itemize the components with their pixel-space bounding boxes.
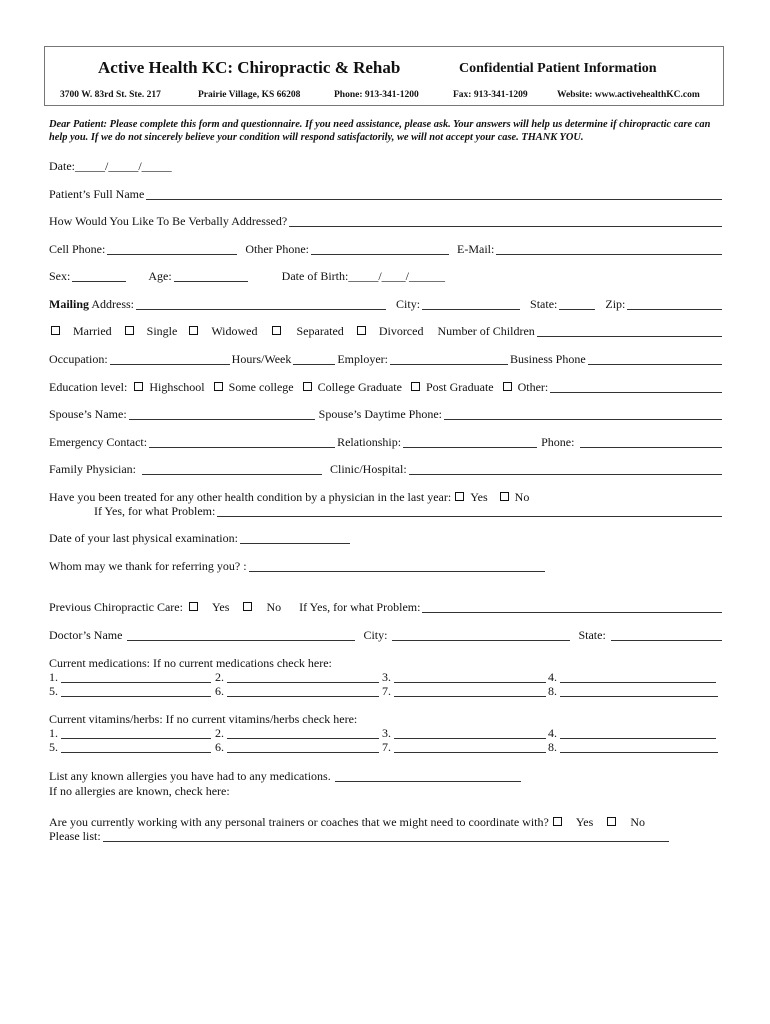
med-num-5: 5. bbox=[49, 684, 58, 698]
doctor-state-label: State: bbox=[578, 628, 606, 642]
spouse-phone-field[interactable] bbox=[444, 408, 722, 420]
relationship-label: Relationship: bbox=[337, 435, 402, 449]
vit-num-6: 6. bbox=[215, 740, 224, 754]
college-graduate-checkbox[interactable] bbox=[303, 382, 312, 391]
divorced-checkbox[interactable] bbox=[357, 326, 366, 335]
allergies-row bbox=[49, 768, 724, 783]
form-header bbox=[44, 46, 724, 106]
other-phone-field[interactable] bbox=[311, 243, 449, 255]
allergies-label: List any known allergies you have had to any medications. bbox=[49, 769, 331, 783]
other-education-label: Other: bbox=[517, 380, 549, 394]
date-label[interactable]: Date:_____/_____/_____ bbox=[49, 159, 172, 173]
doctor-name-label: Doctor’s Name bbox=[49, 628, 123, 642]
zip-field[interactable] bbox=[627, 298, 722, 310]
clinic-city: Prairie Village, KS 66208 bbox=[198, 90, 301, 100]
sex-label: Sex: bbox=[49, 269, 71, 283]
med-num-4: 4. bbox=[548, 670, 557, 684]
med-num-6: 6. bbox=[215, 684, 224, 698]
relationship-field[interactable] bbox=[403, 436, 537, 448]
treated-yes-checkbox[interactable] bbox=[455, 492, 464, 501]
phone-row bbox=[49, 241, 724, 256]
emergency-field[interactable] bbox=[149, 436, 335, 448]
spouse-name-label: Spouse’s Name: bbox=[49, 407, 127, 421]
other-education-field[interactable] bbox=[550, 381, 722, 393]
family-physician-field[interactable] bbox=[142, 463, 322, 475]
vitamin-8 bbox=[548, 740, 718, 754]
clinic-phone: Phone: 913-341-1200 bbox=[334, 90, 419, 100]
addressed-field[interactable] bbox=[289, 215, 722, 227]
trainers-question: Are you currently working with any personal trainers or coaches that we might need to coordinate with? bbox=[49, 815, 549, 829]
state-label: State: bbox=[530, 297, 558, 311]
medication-1 bbox=[49, 670, 211, 684]
marital-row bbox=[49, 323, 724, 338]
trainers-yes-label: Yes bbox=[575, 815, 594, 829]
married-checkbox[interactable] bbox=[51, 326, 60, 335]
children-label: Number of Children bbox=[437, 324, 535, 338]
medication-1-field[interactable] bbox=[61, 671, 211, 683]
vit-num-3: 3. bbox=[382, 726, 391, 740]
medication-8 bbox=[548, 684, 718, 698]
emergency-label: Emergency Contact: bbox=[49, 435, 148, 449]
other-phone-label: Other Phone: bbox=[245, 242, 309, 256]
other-education-checkbox[interactable] bbox=[503, 382, 512, 391]
medication-4-field[interactable] bbox=[560, 671, 716, 683]
medication-6-field[interactable] bbox=[227, 685, 379, 697]
medication-5 bbox=[49, 684, 211, 698]
please-list-field[interactable] bbox=[103, 830, 669, 842]
married-label: Married bbox=[73, 324, 112, 338]
please-list-row bbox=[49, 828, 724, 843]
vitamin-6-field[interactable] bbox=[227, 741, 379, 753]
cell-phone-field[interactable] bbox=[107, 243, 237, 255]
vitamin-3 bbox=[382, 726, 546, 740]
medication-6 bbox=[215, 684, 379, 698]
medication-3 bbox=[382, 670, 546, 684]
treated-row bbox=[49, 489, 724, 504]
age-label: Age: bbox=[148, 269, 172, 283]
email-field[interactable] bbox=[496, 243, 722, 255]
last-exam-label: Date of your last physical examination: bbox=[49, 531, 238, 545]
clinic-field[interactable] bbox=[409, 463, 722, 475]
emergency-phone-field[interactable] bbox=[580, 436, 722, 448]
trainers-no-checkbox[interactable] bbox=[607, 817, 616, 826]
clinic-title: Active Health KC: Chiropractic & Rehab bbox=[98, 58, 401, 77]
physician-row bbox=[49, 461, 724, 476]
vitamin-7 bbox=[382, 740, 546, 754]
treated-problem-field[interactable] bbox=[217, 505, 722, 517]
doctor-state-field[interactable] bbox=[611, 629, 722, 641]
referral-field[interactable] bbox=[249, 560, 545, 572]
emergency-phone-label: Phone: bbox=[541, 435, 575, 449]
vit-num-1: 1. bbox=[49, 726, 58, 740]
prev-chiro-problem-field[interactable] bbox=[422, 601, 722, 613]
family-physician-label: Family Physician: bbox=[49, 462, 136, 476]
medication-4 bbox=[548, 670, 716, 684]
vitamin-7-field[interactable] bbox=[394, 741, 546, 753]
treated-question: Have you been treated for any other health condition by a physician in the last year: bbox=[49, 490, 452, 504]
vitamin-2 bbox=[215, 726, 379, 740]
clinic-label: Clinic/Hospital: bbox=[330, 462, 407, 476]
highschool-checkbox[interactable] bbox=[134, 382, 143, 391]
employer-label: Employer: bbox=[337, 352, 388, 366]
occupation-field[interactable] bbox=[110, 353, 230, 365]
post-graduate-checkbox[interactable] bbox=[411, 382, 420, 391]
no-allergies-label: If no allergies are known, check here: bbox=[49, 784, 230, 798]
dob-label[interactable]: Date of Birth:_____/____/______ bbox=[281, 269, 445, 283]
intro-text: Dear Patient: Please complete this form and questionnaire. If you need assistance, please ask. Your answers will help us determine if chiropractic care can help you. If we do not sincerely believe your condition will respond satisfactorily, we will not accept your case. THANK YOU. bbox=[49, 119, 711, 143]
treated-no-label: No bbox=[514, 490, 530, 504]
doctor-city-label: City: bbox=[363, 628, 388, 642]
hours-field[interactable] bbox=[293, 353, 335, 365]
last-exam-field[interactable] bbox=[240, 532, 350, 544]
vitamin-1-field[interactable] bbox=[61, 727, 211, 739]
please-list-label: Please list: bbox=[49, 829, 101, 843]
separated-checkbox[interactable] bbox=[272, 326, 281, 335]
doctor-row bbox=[49, 627, 724, 642]
mailing-bold-label: Mailing bbox=[49, 297, 90, 311]
last-exam-row bbox=[49, 530, 724, 545]
sex-age-row bbox=[49, 268, 724, 283]
vit-num-8: 8. bbox=[548, 740, 557, 754]
vitamin-4 bbox=[548, 726, 716, 740]
prev-chiro-no-checkbox[interactable] bbox=[243, 602, 252, 611]
highschool-label: Highschool bbox=[149, 380, 205, 394]
education-label: Education level: bbox=[49, 380, 128, 394]
vitamin-4-field[interactable] bbox=[560, 727, 716, 739]
city-field[interactable] bbox=[422, 298, 520, 310]
allergies-field[interactable] bbox=[335, 770, 521, 782]
spouse-phone-label: Spouse’s Daytime Phone: bbox=[318, 407, 442, 421]
some-college-checkbox[interactable] bbox=[214, 382, 223, 391]
addressed-row bbox=[49, 213, 724, 228]
vitamin-8-field[interactable] bbox=[560, 741, 718, 753]
vit-num-5: 5. bbox=[49, 740, 58, 754]
medication-2-field[interactable] bbox=[227, 671, 379, 683]
mailing-field[interactable] bbox=[136, 298, 386, 310]
post-graduate-label: Post Graduate bbox=[425, 380, 494, 394]
prev-chiro-problem-label: If Yes, for what Problem: bbox=[299, 600, 421, 614]
referral-label: Whom may we thank for referring you? : bbox=[49, 559, 247, 573]
vitamins-label: Current vitamins/herbs: If no current vitamins/herbs check here: bbox=[49, 712, 358, 726]
widowed-label: Widowed bbox=[211, 324, 258, 338]
city-label: City: bbox=[396, 297, 421, 311]
medication-3-field[interactable] bbox=[394, 671, 546, 683]
vit-num-4: 4. bbox=[548, 726, 557, 740]
prev-chiro-label: Previous Chiropractic Care: bbox=[49, 600, 183, 614]
prev-chiro-yes-label: Yes bbox=[211, 600, 230, 614]
employer-field[interactable] bbox=[390, 353, 508, 365]
medication-8-field[interactable] bbox=[560, 685, 718, 697]
zip-label: Zip: bbox=[605, 297, 626, 311]
full-name-row bbox=[49, 186, 724, 201]
med-num-1: 1. bbox=[49, 670, 58, 684]
some-college-label: Some college bbox=[228, 380, 294, 394]
children-field[interactable] bbox=[537, 325, 722, 337]
age-field[interactable] bbox=[174, 270, 248, 282]
med-num-7: 7. bbox=[382, 684, 391, 698]
college-graduate-label: College Graduate bbox=[317, 380, 402, 394]
medication-2 bbox=[215, 670, 379, 684]
single-checkbox[interactable] bbox=[125, 326, 134, 335]
prev-chiro-yes-checkbox[interactable] bbox=[189, 602, 198, 611]
cell-phone-label: Cell Phone: bbox=[49, 242, 106, 256]
widowed-checkbox[interactable] bbox=[189, 326, 198, 335]
vitamin-5-field[interactable] bbox=[61, 741, 211, 753]
referral-row bbox=[49, 558, 724, 573]
vitamin-5 bbox=[49, 740, 211, 754]
vitamin-2-field[interactable] bbox=[227, 727, 379, 739]
addressed-label: How Would You Like To Be Verbally Addressed? bbox=[49, 214, 288, 228]
treated-yes-label: Yes bbox=[470, 490, 488, 504]
doctor-name-field[interactable] bbox=[127, 629, 355, 641]
business-phone-field[interactable] bbox=[588, 353, 722, 365]
hours-label: Hours/Week bbox=[231, 352, 292, 366]
separated-label: Separated bbox=[296, 324, 344, 338]
treated-problem-row bbox=[94, 503, 724, 518]
full-name-field[interactable] bbox=[146, 188, 722, 200]
trainers-row bbox=[49, 814, 724, 829]
treated-problem-label: If Yes, for what Problem: bbox=[94, 504, 216, 518]
trainers-yes-checkbox[interactable] bbox=[553, 817, 562, 826]
mailing-label: Address: bbox=[89, 297, 135, 311]
treated-no-checkbox[interactable] bbox=[500, 492, 509, 501]
state-field[interactable] bbox=[559, 298, 595, 310]
single-label: Single bbox=[146, 324, 178, 338]
full-name-label: Patient’s Full Name bbox=[49, 187, 145, 201]
vit-num-7: 7. bbox=[382, 740, 391, 754]
prev-chiro-row bbox=[49, 599, 724, 614]
business-phone-label: Business Phone bbox=[510, 352, 586, 366]
date-row bbox=[49, 158, 724, 173]
medication-7 bbox=[382, 684, 546, 698]
email-label: E-Mail: bbox=[457, 242, 495, 256]
occupation-row bbox=[49, 351, 724, 366]
trainers-no-label: No bbox=[630, 815, 645, 829]
vit-num-2: 2. bbox=[215, 726, 224, 740]
prev-chiro-no-label: No bbox=[266, 600, 282, 614]
vitamin-1 bbox=[49, 726, 211, 740]
medication-5-field[interactable] bbox=[61, 685, 211, 697]
med-num-3: 3. bbox=[382, 670, 391, 684]
medications-label: Current medications: If no current medications check here: bbox=[49, 656, 332, 670]
clinic-website: Website: www.activehealthKC.com bbox=[557, 90, 700, 100]
spouse-name-field[interactable] bbox=[129, 408, 315, 420]
clinic-fax: Fax: 913-341-1209 bbox=[453, 90, 528, 100]
sex-field[interactable] bbox=[72, 270, 126, 282]
mailing-row bbox=[49, 296, 724, 311]
spouse-row bbox=[49, 406, 724, 421]
doctor-city-field[interactable] bbox=[392, 629, 570, 641]
vitamin-6 bbox=[215, 740, 379, 754]
medication-7-field[interactable] bbox=[394, 685, 546, 697]
med-num-2: 2. bbox=[215, 670, 224, 684]
vitamin-3-field[interactable] bbox=[394, 727, 546, 739]
emergency-row bbox=[49, 434, 724, 449]
divorced-label: Divorced bbox=[378, 324, 424, 338]
education-row bbox=[49, 379, 724, 394]
clinic-address: 3700 W. 83rd St. Ste. 217 bbox=[60, 90, 161, 100]
occupation-label: Occupation: bbox=[49, 352, 108, 366]
form-subtitle: Confidential Patient Information bbox=[459, 61, 657, 76]
med-num-8: 8. bbox=[548, 684, 557, 698]
